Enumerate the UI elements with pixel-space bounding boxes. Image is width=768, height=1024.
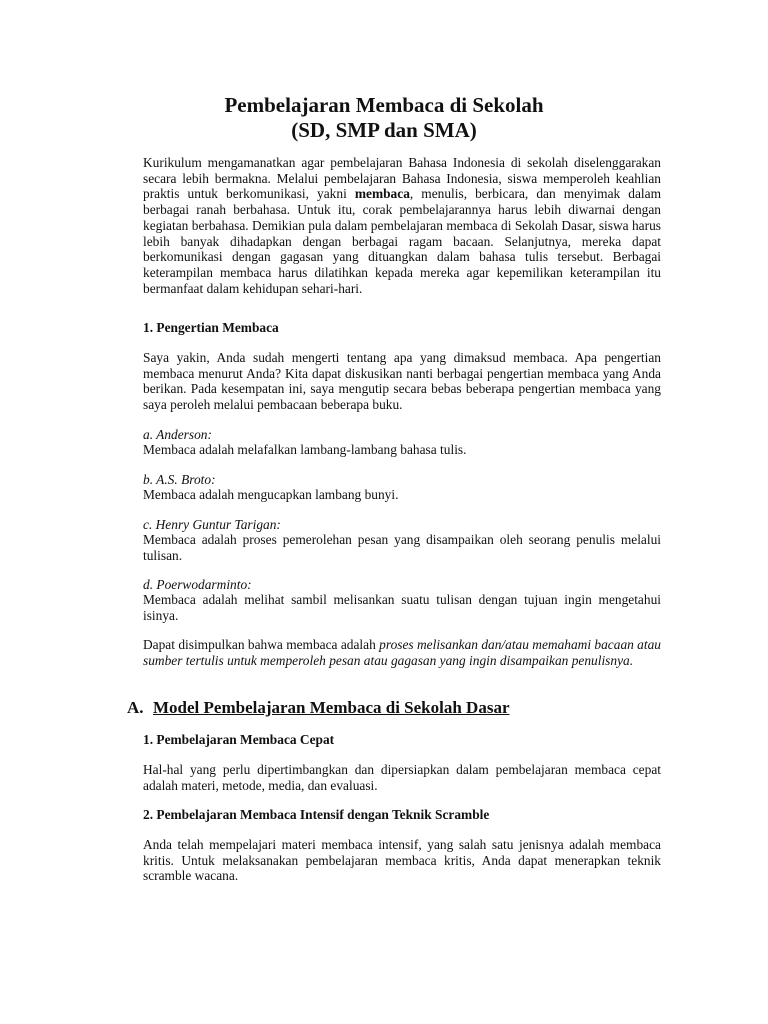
definition-label-broto: b. A.S. Broto: (143, 472, 216, 487)
conclusion-italic-text: proses melisankan dan/atau memahami bacaan atau sumber tertulis untuk memperoleh pesan atau gagasan yang ingin disampaikan penulisnya. (143, 637, 661, 668)
definition-label-anderson: a. Anderson: (143, 427, 212, 442)
definition-label-tarigan: c. Henry Guntur Tarigan: (143, 517, 281, 532)
section-a-heading (127, 698, 510, 718)
definition-text-anderson: Membaca adalah melafalkan lambang-lambang bahasa tulis. (143, 442, 467, 457)
conclusion-paragraph (143, 637, 661, 668)
intro-text-part2: , menulis, berbicara, dan menyimak dalam berbagai ranah berbahasa. Untuk itu, corak pembelajarannya harus lebih diwarnai dengan kegiatan berbahasa. Demikian pula dalam pembelajaran membaca di Sekolah Dasar, siswa harus lebih banyak dihadapkan dengan berbagai ragam bacaan. Selanjutnya, mereka dapat berkomunikasi dengan gagasan yang dituangkan dalam bahasa tulis tersebut. Berbagai keterampilan membaca harus dilatihkan kepada mereka agar kepemilikan keterampilan itu bermanfaat dalam kehidupan sehari-hari. (143, 186, 662, 296)
subsection-2-paragraph: Anda telah mempelajari materi membaca intensif, yang salah satu jenisnya adalah membaca kritis. Untuk melaksanakan pembelajaran membaca kritis, Anda dapat menerapkan teknik scramble wacana. (143, 837, 661, 884)
document-title: Pembelajaran Membaca di Sekolah (224, 93, 544, 117)
subsection-2-heading: 2. Pembelajaran Membaca Intensif dengan Teknik Scramble (143, 807, 490, 822)
section-a-label: A. (127, 698, 144, 717)
intro-paragraph (143, 155, 661, 296)
subsection-1-paragraph: Hal-hal yang perlu dipertimbangkan dan dipersiapkan dalam pembelajaran membaca cepat adalah materi, metode, media, dan evaluasi. (143, 762, 661, 793)
document-subtitle: (SD, SMP dan SMA) (291, 118, 477, 142)
definition-text-broto: Membaca adalah mengucapkan lambang bunyi. (143, 487, 399, 502)
subsection-1-heading: 1. Pembelajaran Membaca Cepat (143, 732, 335, 747)
intro-text-part1: Kurikulum mengamanatkan agar pembelajaran Bahasa Indonesia di sekolah diselenggarakan secara lebih bermakna. Melalui pembelajaran Bahasa Indonesia, siswa memperoleh keahlian praktis untuk berkomunikasi, yakni (143, 155, 661, 202)
section-1-paragraph: Saya yakin, Anda sudah mengerti tentang apa yang dimaksud membaca. Apa pengertian membaca menurut Anda? Kita dapat diskusikan nanti berbagai pengertian membaca yang Anda berikan. Pada kesempatan ini, saya mengutip secara bebas beberapa pengertian membaca yang saya peroleh melalui pembacaan beberapa buku. (143, 350, 661, 413)
definition-text-poerwodarminto: Membaca adalah melihat sambil melisankan suatu tulisan dengan tujuan ingin mengetahui isinya. (143, 592, 661, 623)
section-1-heading: 1. Pengertian Membaca (143, 320, 279, 335)
conclusion-plain-text: Dapat disimpulkan bahwa membaca adalah (143, 637, 380, 652)
definition-text-tarigan: Membaca adalah proses pemerolehan pesan yang disampaikan oleh seorang penulis melalui tulisan. (143, 532, 661, 563)
intro-bold-word: membaca (354, 186, 410, 202)
section-a-title: Model Pembelajaran Membaca di Sekolah Dasar (153, 698, 510, 717)
definition-label-poerwodarminto: d. Poerwodarminto: (143, 577, 252, 592)
